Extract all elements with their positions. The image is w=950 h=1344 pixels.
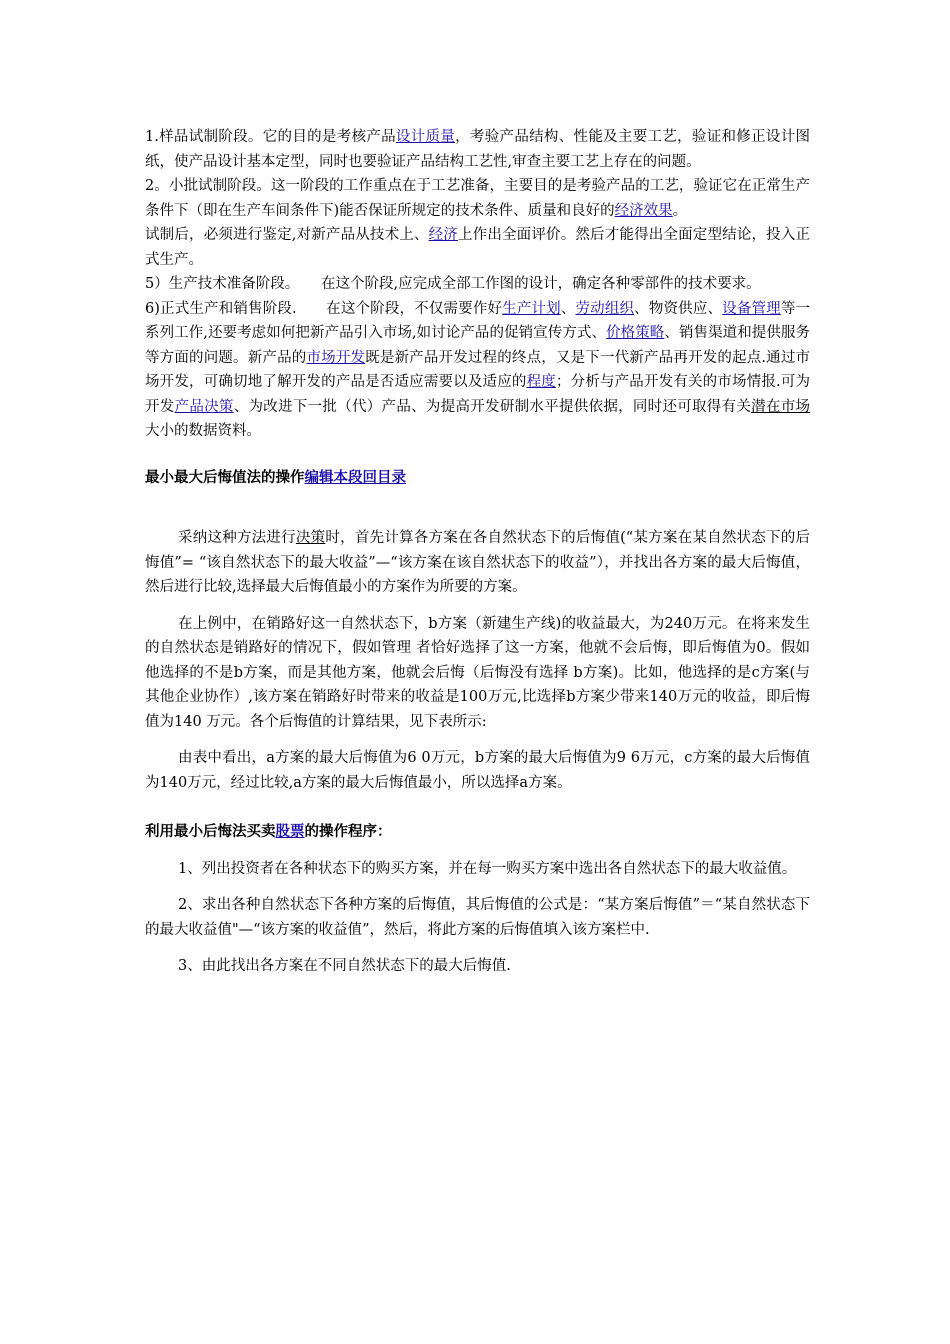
link-equipment-management[interactable]: 设备管理: [722, 300, 781, 317]
paragraph-method-description: 采纳这种方法进行决策时，首先计算各方案在各自然状态下的后悔值(“某方案在某自然状态下的后悔值”= “该自然状态下的最大收益”—“该方案在该自然状态下的收益”），并找出各方案的最大后悔值，然后进行比较,选择最大后悔值最小的方案作为所要的方案。: [145, 530, 811, 595]
link-product-decision[interactable]: 产品决策: [174, 398, 234, 415]
step-item-1: 1、列出投资者在各种状态下的购买方案，并在每一购买方案中选出各自然状态下的最大收益值。: [178, 860, 797, 877]
spacer: [145, 734, 810, 746]
spacer: [145, 845, 810, 857]
link-edit-section-back-to-toc[interactable]: 编辑本段回目录: [304, 469, 406, 486]
link-degree[interactable]: 程度: [526, 374, 556, 390]
link-price-strategy[interactable]: 价格策略: [606, 325, 665, 341]
link-market-development[interactable]: 市场开发: [306, 349, 366, 366]
link-production-plan[interactable]: 生产计划: [502, 300, 561, 317]
spacer: [145, 600, 810, 612]
paragraph-small-batch-trial: 2。小批试制阶段。这一阶段的工作重点在于工艺准备，主要目的是考验产品的工艺，验证它在正常生产条件下（即在生产车间条件下)能否保证所规定的技术条件、质量和良好的经济效果。: [145, 178, 810, 219]
section-heading-stock-trading: 利用最小后悔法买卖股票的操作程序：: [145, 824, 392, 840]
link-labor-organization[interactable]: 劳动组织: [575, 300, 635, 317]
spacer: [145, 881, 810, 893]
spacer: [145, 795, 810, 820]
paragraph-conclusion: 由表中看出，a方案的最大后悔值为6 0万元，b方案的最大后悔值为9 6万元，c方案的最大后悔值为140万元，经过比较,a方案的最大后悔值最小，所以选择a方案。: [145, 750, 810, 791]
spacer: [145, 490, 810, 526]
link-economy[interactable]: 经济: [428, 227, 458, 243]
link-economic-effect[interactable]: 经济效果: [614, 202, 673, 219]
section-heading-minimax-regret: 最小最大后悔值法的操作编辑本段回目录: [145, 469, 406, 486]
document-body: [145, 125, 810, 979]
step-item-2: 2、求出各种自然状态下各种方案的后悔值，其后悔值的公式是：“某方案后悔值”＝“某自然状态下的最大收益值"—“该方案的收益值”，然后，将此方案的后悔值填入该方案栏中.: [145, 897, 810, 938]
paragraph-sample-trial: 1.样品试制阶段。它的目的是考核产品设计质量，考验产品结构、性能及主要工艺，验证和修正设计图纸，使产品设计基本定型，同时也要验证产品结构工艺性,审查主要工艺上存在的问题。: [145, 129, 811, 170]
paragraph-appraisal: 试制后，必须进行鉴定,对新产品从技术上、经济上作出全面评价。然后才能得出全面定型结论，投入正式生产。: [145, 227, 811, 268]
paragraph-production-prep: 5）生产技术准备阶段。 在这个阶段,应完成全部工作图的设计，确定各种零部件的技术要求。: [145, 276, 761, 292]
underlined-decision: 决策: [295, 530, 326, 546]
paragraph-example: 在上例中，在销路好这一自然状态下，b方案（新建生产线)的收益最大，为240万元。在将来发生的自然状态是销路好的情况下，假如管理 者恰好选择了这一方案，他就不会后悔，即后悔值为0。假如他选择的不是b方案，而是其他方案，他就会后悔（后悔没有选择 b方案)。比如，他选择的是c方案(与其他企业协作）,该方案在销路好时带来的收益是100万元,比选择b方案少带来140万元的收益，即后悔值为140 万元。各个后悔值的计算结果，见下表所示:: [145, 615, 810, 730]
spacer: [145, 942, 810, 954]
step-item-3: 3、由此找出各方案在不同自然状态下的最大后悔值.: [178, 958, 511, 974]
spacer: [145, 444, 810, 466]
link-design-quality[interactable]: 设计质量: [395, 129, 456, 145]
paragraph-formal-production: 6)正式生产和销售阶段. 在这个阶段，不仅需要作好生产计划、劳动组织、物资供应、设备管理等一系列工作,还要考虑如何把新产品引入市场,如讨论产品的促销宣传方式、价格策略、销售渠道和提供服务等方面的问题。新产品的市场开发既是新产品开发过程的终点，又是下一代新产品再开发的起点.通过市场开发，可确切地了解开发的产品是否适应需要以及适应的程度；分析与产品开发有关的市场情报.可为开发产品决策、为改进下一批（代）产品、为提高开发研制水平提供依据，同时还可取得有关潜在市场大小的数据资料。: [145, 300, 811, 439]
underlined-potential-market: 潜在市场: [751, 398, 811, 415]
link-stocks[interactable]: 股票: [275, 824, 305, 840]
